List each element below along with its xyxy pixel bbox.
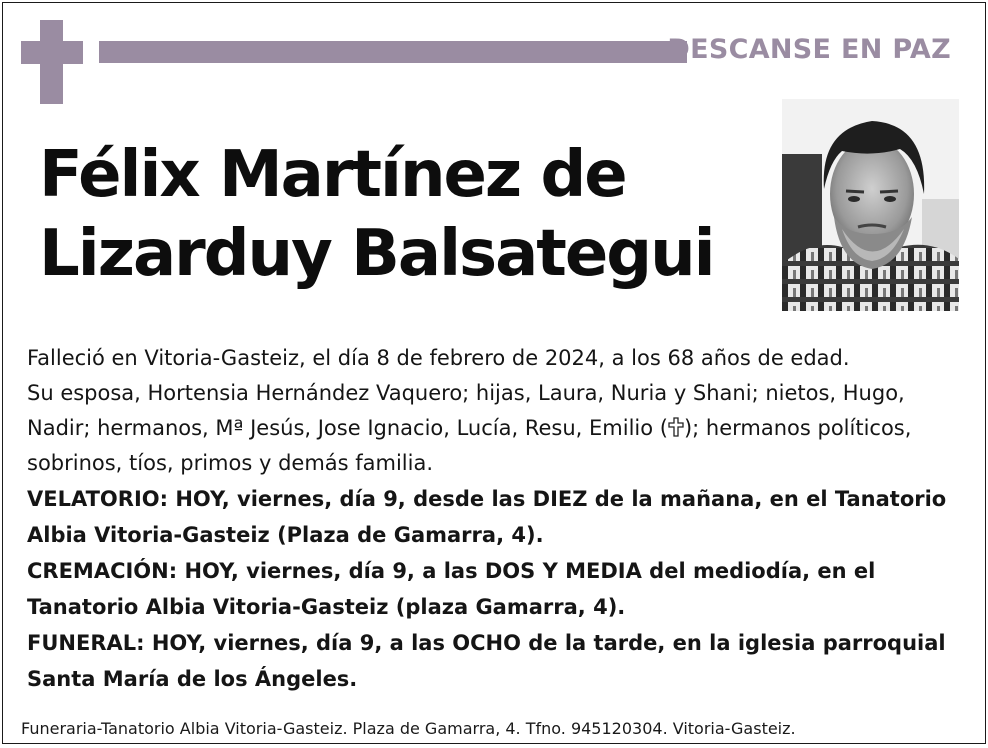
funeral-info: FUNERAL: HOY, viernes, día 9, a las OCHO de la tarde, en la iglesia parroquial Santa María de los Ángeles. (27, 631, 946, 691)
deceased-name (39, 136, 759, 294)
family-text-part2: ); hermanos políticos, sobrinos, tíos, primos y demás familia. (27, 416, 912, 475)
funeral-home-footer: Funeraria-Tanatorio Albia Vitoria-Gasteiz. Plaza de Gamarra, 4. Tfno. 945120304. Vitoria-Gasteiz. (21, 719, 796, 738)
cremacion-info: CREMACIÓN: HOY, viernes, día 9, a las DOS Y MEDIA del mediodía, en el Tanatorio Albia Vitoria-Gasteiz (plaza Gamarra, 4). (27, 559, 876, 619)
portrait-photo (782, 99, 959, 311)
latin-cross-icon (21, 20, 83, 104)
death-notice: Falleció en Vitoria-Gasteiz, el día 8 de febrero de 2024, a los 68 años de edad. (27, 346, 850, 370)
velatorio-info: VELATORIO: HOY, viernes, día 9, desde las DIEZ de la mañana, en el Tanatorio Albia Vitoria-Gasteiz (Plaza de Gamarra, 4). (27, 487, 947, 547)
header-title: DESCANSE EN PAZ (667, 34, 951, 65)
obituary-card (2, 2, 986, 744)
header-band (99, 41, 687, 63)
small-cross-icon (668, 417, 684, 437)
family-text-part1: Su esposa, Hortensia Hernández Vaquero; hijas, Laura, Nuria y Shani; nietos, Hugo, Nadir; hermanos, Mª Jesús, Jose Ignacio, Lucía, Resu, Emilio ( (27, 381, 905, 440)
obituary-text (27, 340, 973, 697)
name-line-2: Lizarduy Balsategui (39, 217, 714, 291)
name-line-1: Félix Martínez de (39, 138, 626, 212)
family-list (27, 376, 973, 481)
